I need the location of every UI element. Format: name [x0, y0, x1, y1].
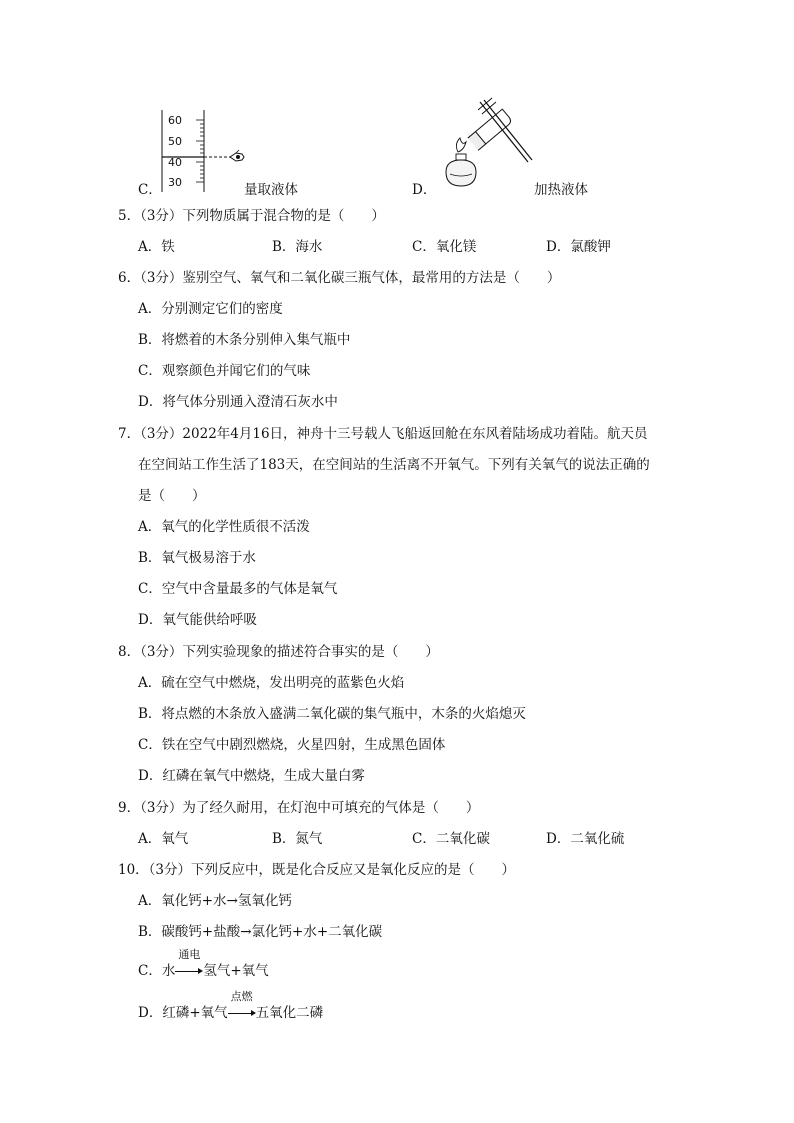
- question-7-stem-line-2: 在空间站工作生活了183天，在空间站的生活离不开氧气。下列有关氧气的说法正确的: [138, 457, 650, 473]
- figure-c-caption: 量取液体: [244, 182, 298, 198]
- question-6-option-a: A．分别测定它们的密度: [138, 301, 283, 317]
- question-7-option-c: C．空气中含量最多的气体是氧气: [138, 581, 338, 597]
- question-6-stem: 6．（3分）鉴别空气、氧气和二氧化碳三瓶气体，最常用的方法是（ ）: [118, 270, 561, 286]
- tick-30: 30: [168, 176, 182, 189]
- question-8-stem: 8．（3分）下列实验现象的描述符合事实的是（ ）: [118, 644, 439, 660]
- figure-d-label: D．: [412, 182, 437, 198]
- tick-50: 50: [168, 135, 182, 148]
- question-10-option-c: [138, 948, 269, 980]
- question-6-option-d: D．将气体分别通入澄清石灰水中: [138, 394, 338, 410]
- question-8-option-b: B．将点燃的木条放入盛满二氧化碳的集气瓶中，木条的火焰熄灭: [138, 706, 526, 722]
- reaction-d-condition: 点燃: [230, 990, 253, 1003]
- question-9-stem: 9．（3分）为了经久耐用，在灯泡中可填充的气体是（ ）: [118, 800, 480, 816]
- tick-60: 60: [168, 114, 182, 127]
- question-6-option-c: C．观察颜色并闻它们的气味: [138, 363, 311, 379]
- reaction-c-products: 氢气+氧气: [203, 963, 269, 979]
- question-7-option-a: A．氧气的化学性质很不活泼: [138, 519, 310, 535]
- question-5-option-c: C．氧化镁: [412, 239, 477, 255]
- question-6-option-b: B．将燃着的木条分别伸入集气瓶中: [138, 332, 351, 348]
- question-10-option-b: B．碳酸钙+盐酸→氯化钙+水+二氧化碳: [138, 924, 383, 940]
- question-9-option-c: C．二氧化碳: [412, 831, 490, 847]
- reaction-d-reactants: D．红磷+氧气: [138, 1005, 228, 1021]
- question-8-option-c: C．铁在空气中剧烈燃烧，火星四射，生成黑色固体: [138, 737, 446, 753]
- reaction-d-arrow: [228, 990, 256, 1022]
- reaction-d-products: 五氧化二磷: [255, 1005, 324, 1021]
- question-8-option-a: A．硫在空气中燃烧，发出明亮的蓝紫色火焰: [138, 675, 405, 691]
- question-7-option-b: B．氧气极易溶于水: [138, 550, 256, 566]
- reaction-c-condition: 通电: [178, 948, 201, 961]
- question-5-stem: 5．（3分）下列物质属于混合物的是（ ）: [118, 208, 385, 224]
- figure-d-caption: 加热液体: [534, 182, 588, 198]
- question-5-option-d: D．氯酸钾: [546, 239, 611, 255]
- question-5-option-a: A．铁: [138, 239, 175, 255]
- reaction-c-arrow: [175, 948, 203, 980]
- question-9-option-b: B．氮气: [272, 831, 323, 847]
- question-10-option-a: A．氧化钙+水→氢氧化钙: [138, 893, 292, 909]
- graduated-cylinder-figure: [160, 108, 250, 194]
- heating-liquid-figure: [432, 92, 542, 196]
- figure-c-label: C．: [138, 182, 162, 198]
- eye-icon: [230, 150, 244, 161]
- question-7-stem-line-3: 是（ ）: [138, 488, 206, 504]
- reaction-c-reactant: C．水: [138, 963, 176, 979]
- question-7-stem-line-1: 7．（3分）2022年4月16日，神舟十三号载人飞船返回舱在东风着陆场成功着陆。航天员: [118, 426, 648, 442]
- question-9-option-d: D．二氧化硫: [546, 831, 625, 847]
- question-10-stem: 10．（3分）下列反应中，既是化合反应又是氧化反应的是（ ）: [118, 862, 516, 878]
- question-8-option-d: D．红磷在氧气中燃烧，生成大量白雾: [138, 768, 365, 784]
- question-9-option-a: A．氧气: [138, 831, 189, 847]
- tick-40: 40: [168, 156, 182, 169]
- question-7-option-d: D．氧气能供给呼吸: [138, 612, 257, 628]
- question-5-option-b: B．海水: [272, 239, 323, 255]
- question-10-option-d: [138, 990, 324, 1022]
